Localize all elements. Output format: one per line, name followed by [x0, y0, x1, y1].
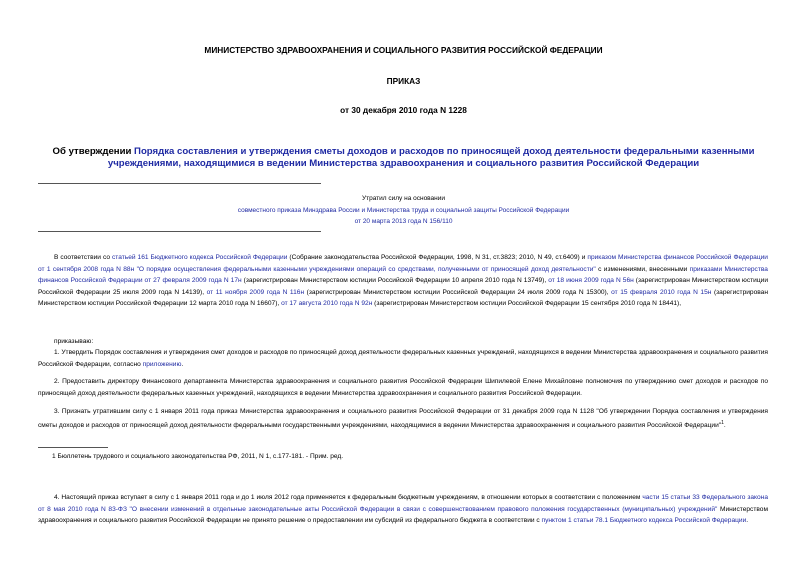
footnote: 1 Бюллетень трудового и социального законодательства РФ, 2011, N 1, с.177-181. - Прим. ред.	[52, 453, 344, 460]
minfin-amend-link-2[interactable]: от 18 июня 2009 года N 56н	[548, 277, 634, 285]
minfin-amend-link-1[interactable]: приказами Министерства финансов Российской Федерации от 27 февраля 2009 года N 17н	[38, 265, 768, 285]
item-3-end: .	[723, 421, 726, 429]
budget-code-article-link[interactable]: пунктом 1 статьи 78.1 Бюджетного кодекса Российской Федерации	[541, 517, 747, 525]
repeal-order-link[interactable]: совместного приказа Минздрава России и Министерства труда и социальной защиты Российской Федерации	[237, 206, 570, 214]
ministry-name: МИНИСТЕРСТВО ЗДРАВООХРАНЕНИЯ И СОЦИАЛЬНОГО РАЗВИТИЯ РОССИЙСКОЙ ФЕДЕРАЦИИ	[204, 45, 603, 55]
budget-code-link[interactable]: статьей 161 Бюджетного кодекса Российской Федерации	[112, 254, 288, 261]
preamble-text: (зарегистрирован Министерством юстиции Российской Федерации 15 сентября 2010 года N 18441),	[372, 300, 682, 308]
item-1-text: 1. Утвердить Порядок составления и утверждения смет доходов и расходов по приносящей доход деятельности федеральных казенных учреждений, находящихся в ведении Министерства здравоохранения и социального развития Российской Федерации, согласно	[38, 349, 768, 368]
preamble-text: (зарегистрирован Министерством юстиции Российской Федерации 12 марта 2010 года N 16607),	[38, 288, 768, 308]
minfin-amend-link-4[interactable]: от 15 февраля 2010 года N 15н	[611, 288, 712, 296]
document-date-number: от 30 декабря 2010 года N 1228	[340, 105, 467, 115]
divider-top	[38, 183, 321, 184]
item-1	[38, 347, 768, 370]
preamble-paragraph	[38, 252, 768, 310]
preamble-text: (зарегистрирован Министерством юстиции Российской Федерации 10 апреля 2010 года N 13749),	[241, 277, 549, 285]
footnote-divider	[38, 447, 108, 448]
item-2: 2. Предоставить директору Финансового департамента Министерства здравоохранения и социального развития Российской Федерации Шипилевой Елене Михайловне полномочия по утверждению смет доходов и расходов по приносящей доход деятельности федеральных казенных учреждений, находящихся в ведении Министерства здравоохранения и социального развития Российской Федерации.	[38, 378, 768, 397]
preamble-text: (Собрание законодательства Российской Федерации, 1998, N 31, ст.3823; 2010, N 49, ст.6409) и	[287, 254, 588, 261]
item-4-end: .	[746, 517, 749, 525]
minfin-amend-link-5[interactable]: от 17 августа 2010 года N 92н	[281, 300, 373, 308]
appendix-link[interactable]: приложению	[142, 360, 182, 368]
footnote-marker: 1	[721, 419, 724, 426]
preamble-text: В соответствии со	[54, 254, 112, 261]
document-title	[40, 146, 767, 170]
divider-bottom	[38, 231, 321, 232]
preamble-text: (зарегистрирован Министерством юстиции Российской Федерации 24 июля 2009 года N 15300),	[304, 288, 612, 296]
minfin-order-link[interactable]: приказом Министерства финансов Российской Федерации от 1 сентября 2008 года N 88н "О порядке осуществления федеральными казенными учреждениями операций со средствами, полученными от приносящей доход деятельности"	[38, 254, 768, 273]
federal-law-link[interactable]: части 15 статьи 33 Федерального закона от 8 мая 2010 года N 83-ФЗ "О внесении изменений в отдельные законодательные акты Российской Федерации в связи с совершенствованием правового положения государственных (муниципальных) учреждений"	[38, 494, 768, 513]
order-word: приказываю:	[54, 338, 94, 345]
repeal-note	[0, 193, 807, 228]
item-3-text: 3. Признать утратившим силу с 1 января 2011 года приказ Министерства здравоохранения и социального развития Российской Федерации от 31 декабря 2009 года N 1128 "Об утверждении Порядка составления и утверждения сметы доходов и расходов от приносящей доход деятельности федеральными государственными учреждениями, находящимися в ведении Министерства здравоохранения и социального развития Российской Федерации"	[38, 408, 768, 429]
title-prefix: Об утверждении	[52, 146, 135, 157]
repeal-note-label: Утратил силу на основании	[361, 195, 446, 202]
item-4	[38, 492, 768, 527]
item-4-text: Министерством здравоохранения и социального развития Российской Федерации не принято решение о предоставлении им субсидий из федерального бюджета в соответствии с	[38, 505, 768, 525]
preamble-text: (зарегистрирован Министерством юстиции Российской Федерации 25 июля 2009 года N 14139),	[38, 277, 769, 296]
title-link[interactable]: Порядка составления и утверждения сметы доходов и расходов по приносящей доход деятельности федеральными казенными учреждениями, находящимися в ведении Министерства здравоохранения и социального развития Российской Федерации	[107, 146, 755, 169]
item-4-text: 4. Настоящий приказ вступает в силу с 1 января 2011 года и до 1 июля 2012 года применяется к федеральным бюджетным учреждениям, в отношении которых в соответствии с положением	[54, 494, 643, 501]
item-3	[38, 406, 768, 431]
document-type: ПРИКАЗ	[386, 76, 421, 86]
minfin-amend-link-3[interactable]: от 11 ноября 2009 года N 116н	[206, 288, 305, 296]
repeal-order-date-link[interactable]: от 20 марта 2013 года N 156/110	[354, 218, 453, 225]
preamble-text: с изменениями, внесенными	[595, 265, 690, 273]
item-1-end: .	[181, 360, 184, 368]
